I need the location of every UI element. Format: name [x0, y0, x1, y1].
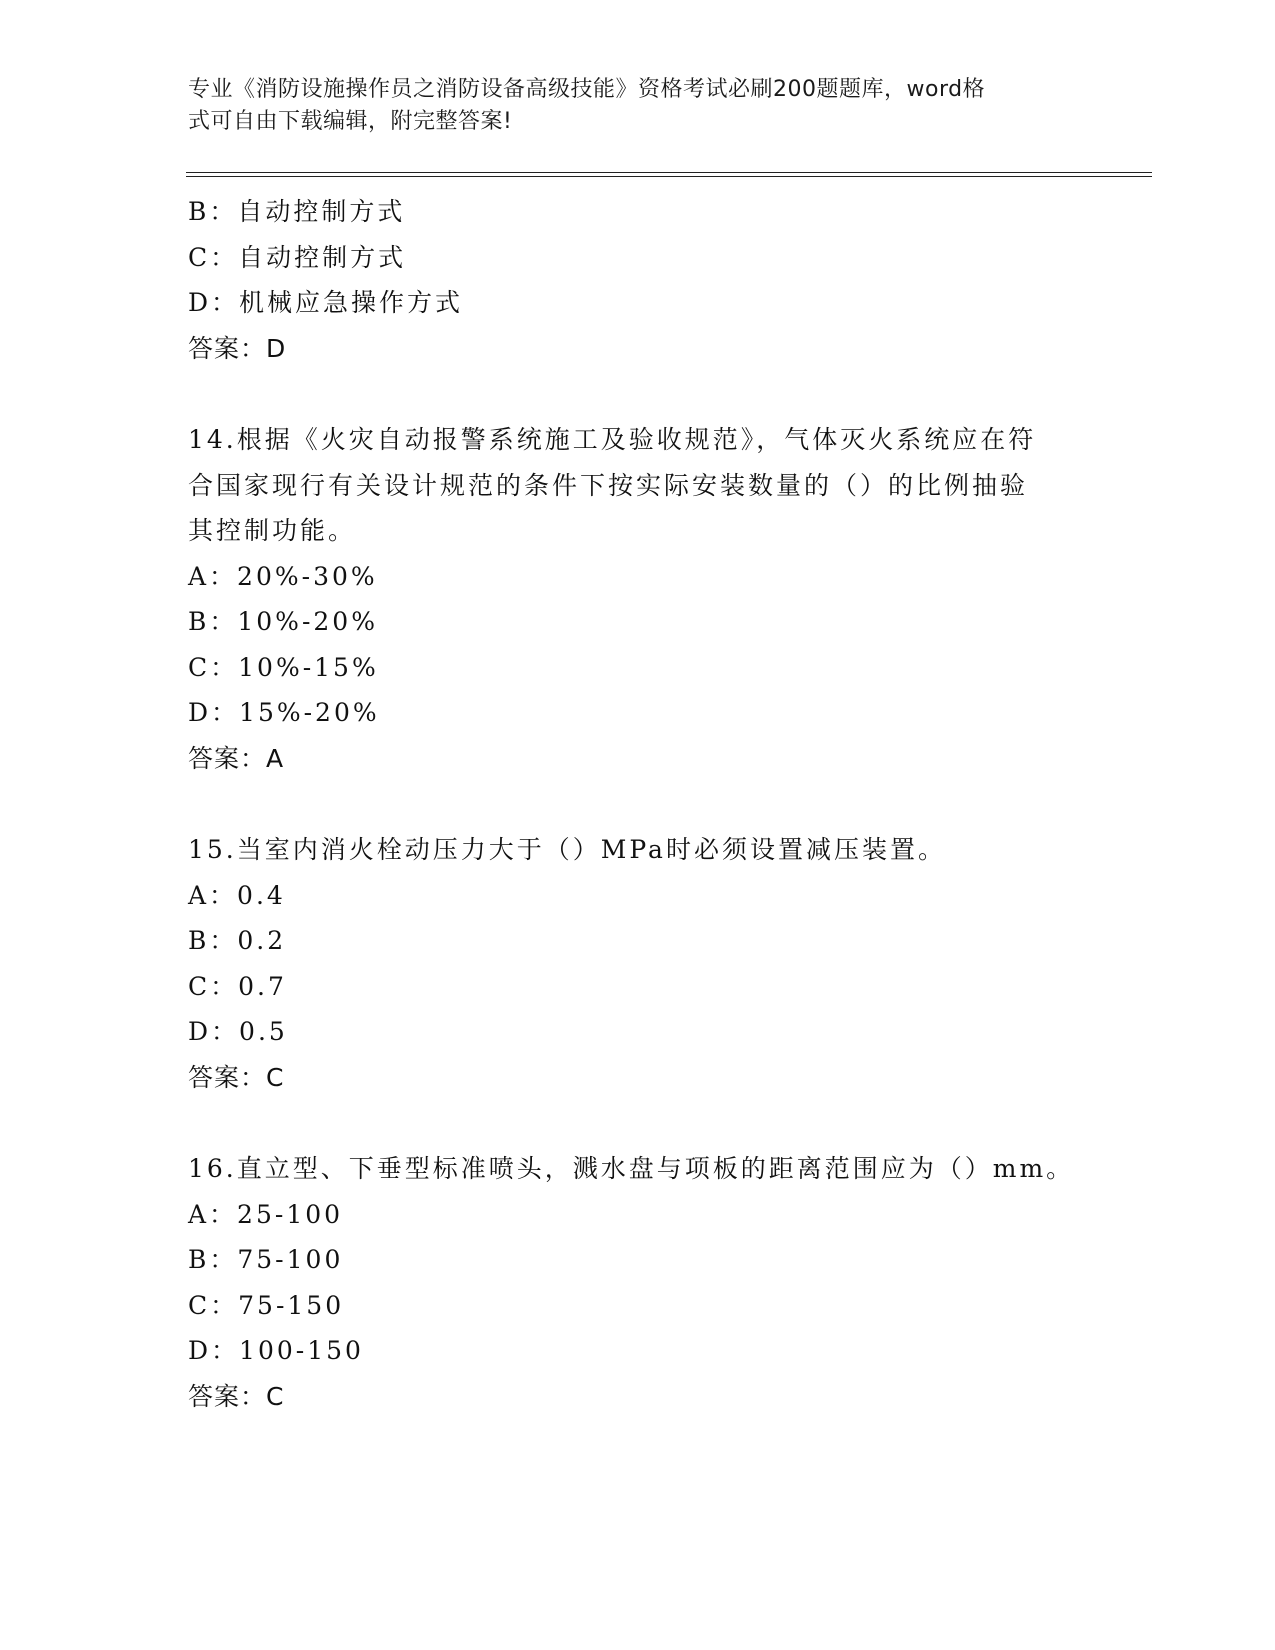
option-c: C：10%-15% [188, 652, 379, 682]
question-15 [188, 827, 1088, 1100]
option-d: D：机械应急操作方式 [188, 288, 464, 317]
header-rule-top [186, 172, 1152, 173]
question-stem-line: 14.根据《火灾自动报警系统施工及验收规范》，气体灭火系统应在符 [188, 425, 1037, 454]
option-d: D：0.5 [188, 1017, 288, 1046]
option-b: B：自动控制方式 [188, 197, 406, 226]
question-13-continued [188, 189, 1088, 371]
option-c: C：75-150 [188, 1290, 345, 1320]
option-a: A：0.4 [188, 880, 286, 910]
header-line-2: 式可自由下载编辑，附完整答案! [188, 109, 513, 134]
option-b: B：10%-20% [188, 607, 378, 636]
question-stem-line: 其控制功能。 [188, 516, 357, 545]
option-b: B：0.2 [188, 926, 287, 955]
answer-line: 答案：C [188, 1381, 285, 1411]
option-d: D：15%-20% [188, 698, 380, 727]
answer-line: 答案：A [188, 743, 285, 773]
option-a: A：20%-30% [188, 561, 378, 591]
question-stem-line: 16.直立型、下垂型标准喷头，溅水盘与项板的距离范围应为（）mm。 [188, 1154, 1075, 1183]
option-c: C：0.7 [188, 971, 287, 1001]
document-body [188, 189, 1088, 1419]
option-b: B：75-100 [188, 1245, 344, 1274]
answer-line: 答案：D [188, 333, 287, 363]
page-header [188, 74, 1068, 138]
header-line-1: 专业《消防设施操作员之消防设备高级技能》资格考试必刷200题题库，word格 [188, 77, 986, 102]
answer-line: 答案：C [188, 1062, 285, 1092]
header-rule-bottom [186, 176, 1152, 177]
question-16 [188, 1146, 1088, 1419]
question-stem-line: 15.当室内消火栓动压力大于（）MPa时必须设置减压装置。 [188, 835, 946, 864]
option-a: A：25-100 [188, 1199, 344, 1229]
option-d: D：100-150 [188, 1336, 364, 1365]
option-c: C：自动控制方式 [188, 242, 407, 272]
question-stem-line: 合国家现行有关设计规范的条件下按实际安装数量的（）的比例抽验 [188, 470, 1029, 500]
question-14 [188, 417, 1088, 781]
